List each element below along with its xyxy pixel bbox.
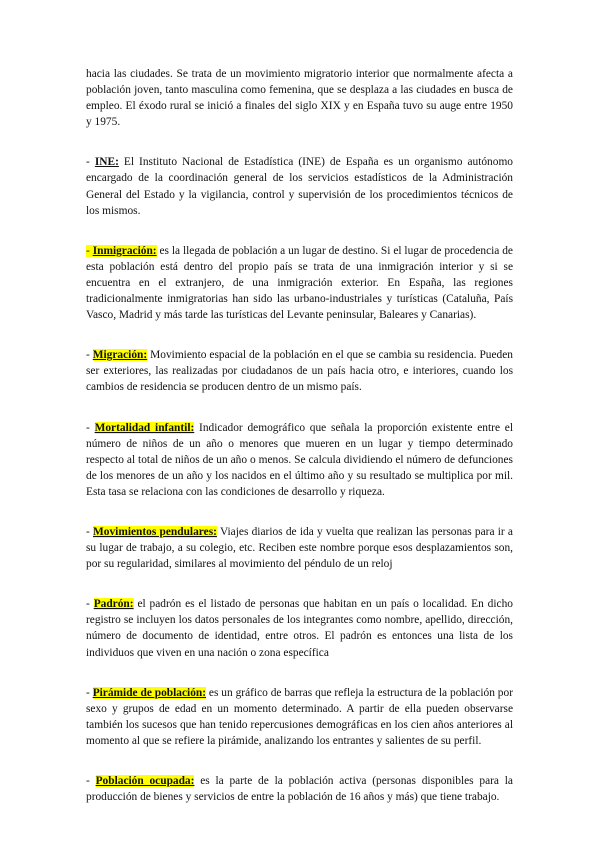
definition-term: INE: <box>94 156 119 169</box>
definition-prefix: - <box>86 525 94 538</box>
definition-ine <box>86 154 513 218</box>
paragraph-exodo-rural-continuation <box>86 66 513 130</box>
definition-term: Mortalidad infantil: <box>94 421 195 434</box>
definition-text: es la parte de la población activa (personas disponibles para la producción de bienes y servicios de entre la población de 16 años y más) que tiene trabajo. <box>86 775 513 804</box>
definition-text: El Instituto Nacional de Estadística (INE) de España es un organismo autónomo encargado de la coordinación general de los servicios estadísticos de la Administración General del Estado y la vigilancia, control y supervisión de los procedimientos técnicos de los mismos. <box>86 156 513 217</box>
definition-term: Padrón: <box>93 598 134 611</box>
definition-text: el padrón es el listado de personas que habitan en un país o localidad. En dicho registro se incluyen los datos personales de los integrantes como nombre, apellido, dirección, número de documento de identidad, entre otros. El padrón es entonces una lista de los individuos que viven en una nación o zona específica <box>86 598 513 659</box>
definition-padron <box>86 596 513 660</box>
definition-prefix: - <box>86 421 95 434</box>
definition-migracion <box>86 347 513 395</box>
definition-movimientos-pendulares <box>86 524 513 572</box>
definition-prefix: - <box>86 775 96 787</box>
definition-prefix: - <box>86 686 93 699</box>
definition-piramide-poblacion <box>86 685 513 749</box>
definition-term: Movimientos pendulares: <box>93 525 217 538</box>
definition-text: Viajes diarios de ida y vuelta que realizan las personas para ir a su lugar de trabajo, a su colegio, etc. Reciben este nombre porque esos desplazamientos son, por su regularidad, similares al movimiento del péndulo de un reloj <box>86 525 513 571</box>
definition-mortalidad-infantil <box>86 420 513 500</box>
definition-term: Pirámide de población: <box>92 686 207 699</box>
definition-text: es la llegada de población a un lugar de destino. Si el lugar de procedencia de esta población está dentro del propio país se trata de una inmigración interior y si se encuentra en el extranjero, de una inmigración exterior. En España, las regiones tradicionalmente inmigratorias han sido las urbano-industriales y turísticas (Cataluña, País Vasco, Madrid y más tarde las turísticas del Levante peninsular, Baleares y Canarias). <box>86 244 513 322</box>
definition-poblacion-ocupada <box>86 773 513 805</box>
highlighted-term <box>86 245 157 257</box>
definition-term: Migración: <box>92 349 148 362</box>
definition-term: Población ocupada: <box>95 775 195 787</box>
definition-text: hacia las ciudades. Se trata de un movimiento migratorio interior que normalmente afecta a población joven, tanto masculina como femenina, que se desplaza a las ciudades en busca de empleo. El éxodo rural se inició a finales del siglo XIX y en España tuvo su auge entre 1950 y 1975. <box>86 68 513 129</box>
definition-text: es un gráfico de barras que refleja la estructura de la población por sexo y grupos de edad en un momento determinado. A partir de ella pueden observarse también los sucesos que han tenido repercusiones demográficas en los cien años anteriores al momento al que se refiere la pirámide, analizando los entrantes y salientes de su perfil. <box>86 686 513 747</box>
definition-prefix: - <box>86 598 94 611</box>
definition-prefix: - <box>86 244 93 257</box>
definition-text: Movimiento espacial de la población en el que se cambia su residencia. Pueden ser exteriores, las realizadas por ciudadanos de un país hacia otro, e interiores, cuando los cambios de residencia se producen dentro de un mismo país. <box>86 349 513 394</box>
definition-inmigracion <box>86 243 513 323</box>
definition-prefix: - <box>86 349 93 362</box>
definition-term: Inmigración: <box>92 244 157 257</box>
definition-text: Indicador demográfico que señala la proporción existente entre el número de niños de un año o menores que mueren en un lugar y tiempo determinado respecto al total de niños de un año o menos. Se calcula dividiendo el número de defunciones de los menores de un año y los nacidos en el último año y su resultado se multiplica por mil. Esta tasa se relaciona con las condiciones de desarrollo y riqueza. <box>86 421 513 498</box>
definition-prefix: - <box>86 156 95 169</box>
